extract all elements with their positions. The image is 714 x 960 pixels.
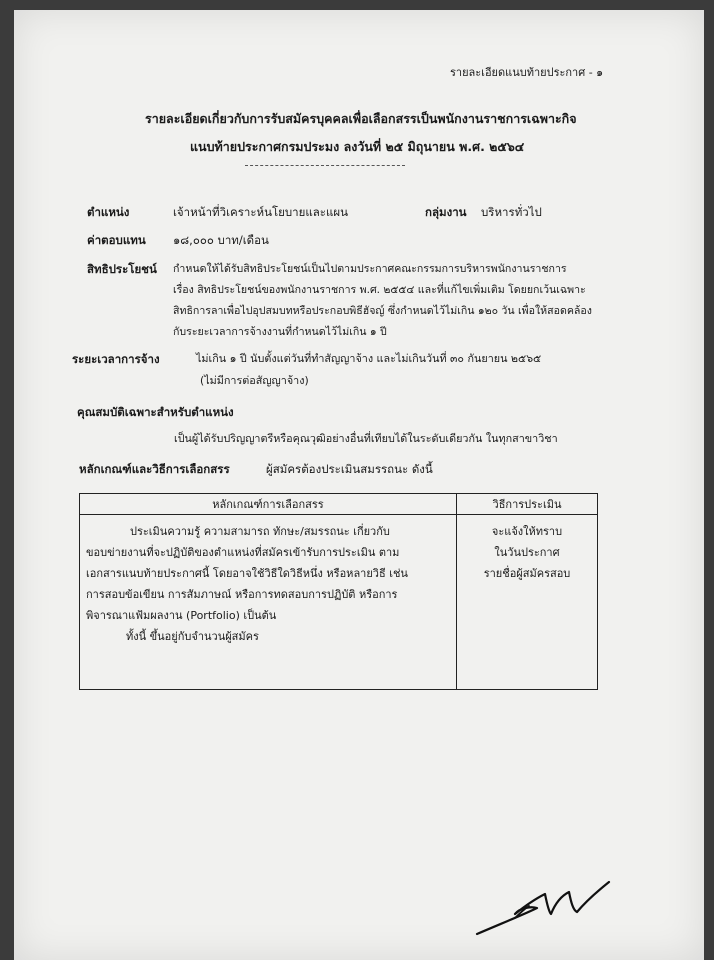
criteria-line-3: เอกสารแนบท้ายประกาศนี้ โดยอาจใช้วิธีใดวิธีหนึ่ง หรือหลายวิธี เช่น bbox=[86, 567, 408, 580]
header-criteria: หลักเกณฑ์การเลือกสรร bbox=[80, 494, 457, 515]
table-header-row bbox=[80, 494, 598, 515]
method-line-3: รายชื่อผู้สมัครสอบ bbox=[483, 567, 571, 580]
benefits-line-4: กับระยะเวลาการจ้างงานที่กำหนดไว้ไม่เกิน ๑ ปี bbox=[173, 326, 387, 338]
criteria-value: ผู้สมัครต้องประเมินสมรรถนะ ดังนี้ bbox=[266, 462, 433, 476]
benefits-label: สิทธิประโยชน์ bbox=[87, 262, 157, 276]
period-line-2: (ไม่มีการต่อสัญญาจ้าง) bbox=[200, 374, 309, 387]
criteria-label: หลักเกณฑ์และวิธีการเลือกสรร bbox=[79, 462, 230, 476]
group-value: บริหารทั่วไป bbox=[481, 205, 542, 219]
salary-label: ค่าตอบแทน bbox=[87, 233, 146, 247]
benefits-line-1: กำหนดให้ได้รับสิทธิประโยชน์เป็นไปตามประกาศคณะกรรมการบริหารพนักงานราชการ bbox=[173, 263, 567, 275]
title-divider bbox=[245, 165, 405, 166]
benefits-line-3: สิทธิการลาเพื่อไปอุปสมบทหรือประกอบพิธีฮัจญ์ ซึ่งกำหนดไว้ไม่เกิน ๑๒๐ วัน เพื่อให้สอดคล้อง bbox=[173, 305, 592, 317]
method-cell bbox=[457, 515, 598, 690]
table-row bbox=[80, 515, 598, 690]
period-line-1: ไม่เกิน ๑ ปี นับตั้งแต่วันที่ทำสัญญาจ้าง และไม่เกินวันที่ ๓๐ กันยายน ๒๕๖๕ bbox=[196, 352, 542, 365]
document-subtitle: แนบท้ายประกาศกรมประมง ลงวันที่ ๒๕ มิถุนายน พ.ศ. ๒๕๖๔ bbox=[190, 139, 525, 154]
criteria-line-2: ขอบข่ายงานที่จะปฏิบัติของตำแหน่งที่สมัครเข้ารับการประเมิน ตาม bbox=[86, 546, 400, 559]
attachment-reference: รายละเอียดแนบท้ายประกาศ - ๑ bbox=[450, 66, 604, 79]
method-line-1: จะแจ้งให้ทราบ bbox=[491, 525, 563, 538]
qualification-value: เป็นผู้ได้รับปริญญาตรีหรือคุณวุฒิอย่างอื่นที่เทียบได้ในระดับเดียวกัน ในทุกสาขาวิชา bbox=[174, 432, 558, 445]
salary-value: ๑๘,๐๐๐ บาท/เดือน bbox=[173, 233, 269, 247]
document-title: รายละเอียดเกี่ยวกับการรับสมัครบุคคลเพื่อเลือกสรรเป็นพนักงานราชการเฉพาะกิจ bbox=[145, 111, 577, 126]
period-label: ระยะเวลาการจ้าง bbox=[72, 352, 160, 366]
position-value: เจ้าหน้าที่วิเคราะห์นโยบายและแผน bbox=[173, 205, 348, 219]
signature-mark bbox=[475, 878, 625, 940]
criteria-line-6: ทั้งนี้ ขึ้นอยู่กับจำนวนผู้สมัคร bbox=[126, 630, 259, 643]
method-line-2: ในวันประกาศ bbox=[494, 546, 560, 559]
benefits-line-2: เรื่อง สิทธิประโยชน์ของพนักงานราชการ พ.ศ. ๒๕๕๔ และที่แก้ไขเพิ่มเติม โดยยกเว้นเฉพาะ bbox=[173, 284, 586, 296]
criteria-cell bbox=[80, 515, 457, 690]
position-label: ตำแหน่ง bbox=[87, 205, 130, 219]
qualification-label: คุณสมบัติเฉพาะสำหรับตำแหน่ง bbox=[77, 405, 234, 419]
criteria-line-5: พิจารณาแฟ้มผลงาน (Portfolio) เป็นต้น bbox=[86, 609, 277, 622]
criteria-line-4: การสอบข้อเขียน การสัมภาษณ์ หรือการทดสอบการปฏิบัติ หรือการ bbox=[86, 588, 398, 601]
group-label: กลุ่มงาน bbox=[425, 205, 467, 219]
selection-criteria-table bbox=[79, 493, 598, 690]
header-method: วิธีการประเมิน bbox=[457, 494, 598, 515]
criteria-line-1: ประเมินความรู้ ความสามารถ ทักษะ/สมรรถนะ เกี่ยวกับ bbox=[130, 525, 390, 538]
